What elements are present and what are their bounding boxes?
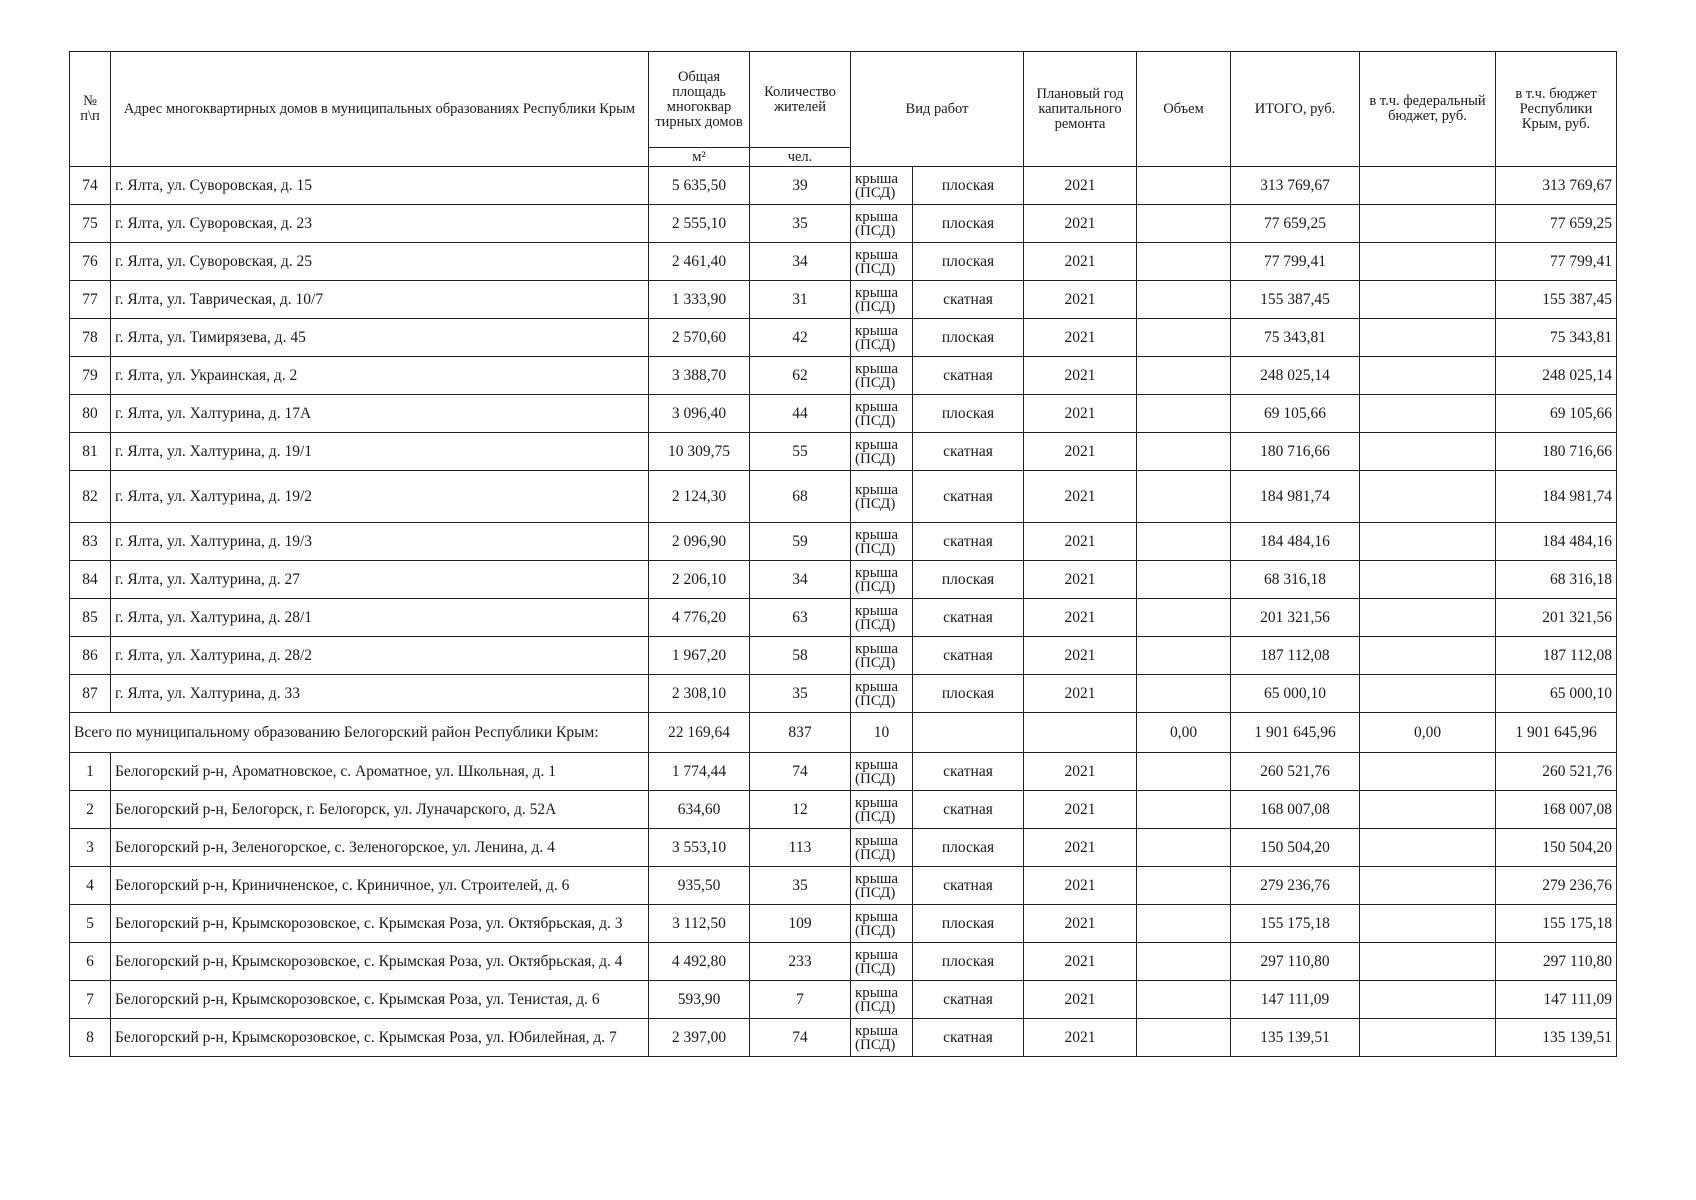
row-republic: 77 659,25 — [1496, 205, 1617, 243]
row-year: 2021 — [1024, 867, 1137, 905]
row-total: 65 000,10 — [1231, 675, 1360, 713]
row-address: г. Ялта, ул. Халтурина, д. 19/2 — [111, 471, 649, 523]
row-roof-type: плоская — [913, 905, 1024, 943]
summary-republic: 1 901 645,96 — [1496, 713, 1617, 753]
row-federal — [1360, 433, 1496, 471]
row-republic: 260 521,76 — [1496, 753, 1617, 791]
summary-roof — [913, 713, 1024, 753]
row-year: 2021 — [1024, 599, 1137, 637]
row-residents: 55 — [750, 433, 851, 471]
row-residents: 74 — [750, 1019, 851, 1057]
row-number: 77 — [70, 281, 111, 319]
row-total: 135 139,51 — [1231, 1019, 1360, 1057]
row-work-type: крыша (ПСД) — [851, 599, 913, 637]
row-volume — [1137, 523, 1231, 561]
row-address: г. Ялта, ул. Халтурина, д. 27 — [111, 561, 649, 599]
row-residents: 68 — [750, 471, 851, 523]
row-residents: 35 — [750, 205, 851, 243]
row-number: 4 — [70, 867, 111, 905]
table-row — [70, 981, 1617, 1019]
row-roof-type: скатная — [913, 753, 1024, 791]
row-area: 3 096,40 — [649, 395, 750, 433]
table-row — [70, 357, 1617, 395]
row-area: 1 333,90 — [649, 281, 750, 319]
table-row — [70, 599, 1617, 637]
row-number: 76 — [70, 243, 111, 281]
table-row — [70, 637, 1617, 675]
row-work-type: крыша (ПСД) — [851, 357, 913, 395]
row-number: 79 — [70, 357, 111, 395]
row-total: 77 659,25 — [1231, 205, 1360, 243]
row-area: 2 397,00 — [649, 1019, 750, 1057]
row-total: 297 110,80 — [1231, 943, 1360, 981]
row-area: 2 570,60 — [649, 319, 750, 357]
row-year: 2021 — [1024, 675, 1137, 713]
row-roof-type: скатная — [913, 599, 1024, 637]
row-area: 935,50 — [649, 867, 750, 905]
header-republic: в т.ч. бюджет Республики Крым, руб. — [1496, 52, 1617, 167]
row-work-type: крыша (ПСД) — [851, 433, 913, 471]
row-roof-type: скатная — [913, 981, 1024, 1019]
row-work-type: крыша (ПСД) — [851, 1019, 913, 1057]
row-republic: 168 007,08 — [1496, 791, 1617, 829]
row-total: 68 316,18 — [1231, 561, 1360, 599]
row-roof-type: скатная — [913, 867, 1024, 905]
row-republic: 248 025,14 — [1496, 357, 1617, 395]
table-row — [70, 561, 1617, 599]
row-year: 2021 — [1024, 205, 1137, 243]
row-number: 3 — [70, 829, 111, 867]
row-volume — [1137, 791, 1231, 829]
row-federal — [1360, 167, 1496, 205]
row-federal — [1360, 243, 1496, 281]
row-total: 184 484,16 — [1231, 523, 1360, 561]
row-roof-type: плоская — [913, 829, 1024, 867]
summary-year — [1024, 713, 1137, 753]
row-area: 1 774,44 — [649, 753, 750, 791]
row-republic: 313 769,67 — [1496, 167, 1617, 205]
row-volume — [1137, 205, 1231, 243]
row-volume — [1137, 357, 1231, 395]
row-volume — [1137, 395, 1231, 433]
row-volume — [1137, 981, 1231, 1019]
row-number: 5 — [70, 905, 111, 943]
row-year: 2021 — [1024, 943, 1137, 981]
row-republic: 155 175,18 — [1496, 905, 1617, 943]
row-volume — [1137, 471, 1231, 523]
row-federal — [1360, 395, 1496, 433]
row-total: 313 769,67 — [1231, 167, 1360, 205]
row-federal — [1360, 599, 1496, 637]
row-federal — [1360, 281, 1496, 319]
row-residents: 58 — [750, 637, 851, 675]
row-total: 248 025,14 — [1231, 357, 1360, 395]
row-number: 84 — [70, 561, 111, 599]
row-federal — [1360, 1019, 1496, 1057]
row-total: 260 521,76 — [1231, 753, 1360, 791]
row-roof-type: скатная — [913, 471, 1024, 523]
row-number: 83 — [70, 523, 111, 561]
row-federal — [1360, 561, 1496, 599]
row-work-type: крыша (ПСД) — [851, 637, 913, 675]
table-row — [70, 829, 1617, 867]
row-area: 2 308,10 — [649, 675, 750, 713]
header-work-type: Вид работ — [851, 52, 1024, 167]
row-number: 81 — [70, 433, 111, 471]
row-residents: 12 — [750, 791, 851, 829]
row-roof-type: плоская — [913, 943, 1024, 981]
row-roof-type: плоская — [913, 675, 1024, 713]
table-row — [70, 433, 1617, 471]
yalta-rows — [70, 167, 1617, 713]
summary-row — [70, 713, 1617, 753]
row-number: 2 — [70, 791, 111, 829]
row-roof-type: плоская — [913, 205, 1024, 243]
row-federal — [1360, 523, 1496, 561]
row-federal — [1360, 471, 1496, 523]
summary-residents: 837 — [750, 713, 851, 753]
row-number: 74 — [70, 167, 111, 205]
row-address: г. Ялта, ул. Халтурина, д. 28/2 — [111, 637, 649, 675]
row-area: 5 635,50 — [649, 167, 750, 205]
row-year: 2021 — [1024, 905, 1137, 943]
row-total: 75 343,81 — [1231, 319, 1360, 357]
header-num: № п\п — [70, 52, 111, 167]
row-federal — [1360, 357, 1496, 395]
summary-area: 22 169,64 — [649, 713, 750, 753]
row-work-type: крыша (ПСД) — [851, 471, 913, 523]
belogorsk-rows — [70, 753, 1617, 1057]
row-year: 2021 — [1024, 471, 1137, 523]
table-row — [70, 471, 1617, 523]
row-address: г. Ялта, ул. Суворовская, д. 25 — [111, 243, 649, 281]
row-work-type: крыша (ПСД) — [851, 167, 913, 205]
row-address: г. Ялта, ул. Халтурина, д. 19/3 — [111, 523, 649, 561]
row-residents: 34 — [750, 561, 851, 599]
row-roof-type: скатная — [913, 433, 1024, 471]
table-row — [70, 905, 1617, 943]
row-residents: 62 — [750, 357, 851, 395]
row-work-type: крыша (ПСД) — [851, 395, 913, 433]
row-republic: 68 316,18 — [1496, 561, 1617, 599]
row-address: г. Ялта, ул. Халтурина, д. 28/1 — [111, 599, 649, 637]
summary-federal: 0,00 — [1360, 713, 1496, 753]
row-address: г. Ялта, ул. Халтурина, д. 33 — [111, 675, 649, 713]
row-area: 2 124,30 — [649, 471, 750, 523]
row-residents: 35 — [750, 675, 851, 713]
summary-count: 10 — [851, 713, 913, 753]
row-volume — [1137, 1019, 1231, 1057]
summary-label: Всего по муниципальному образованию Белогорский район Республики Крым: — [70, 713, 649, 753]
table-row — [70, 1019, 1617, 1057]
row-residents: 39 — [750, 167, 851, 205]
row-work-type: крыша (ПСД) — [851, 675, 913, 713]
row-residents: 7 — [750, 981, 851, 1019]
row-roof-type: скатная — [913, 281, 1024, 319]
row-federal — [1360, 981, 1496, 1019]
table-row — [70, 753, 1617, 791]
row-roof-type: плоская — [913, 319, 1024, 357]
header-volume: Объем — [1137, 52, 1231, 167]
row-year: 2021 — [1024, 523, 1137, 561]
row-total: 77 799,41 — [1231, 243, 1360, 281]
row-area: 4 776,20 — [649, 599, 750, 637]
row-roof-type: скатная — [913, 791, 1024, 829]
row-total: 69 105,66 — [1231, 395, 1360, 433]
row-total: 180 716,66 — [1231, 433, 1360, 471]
row-address: г. Ялта, ул. Суворовская, д. 15 — [111, 167, 649, 205]
row-federal — [1360, 637, 1496, 675]
row-federal — [1360, 319, 1496, 357]
row-number: 87 — [70, 675, 111, 713]
row-work-type: крыша (ПСД) — [851, 981, 913, 1019]
row-volume — [1137, 599, 1231, 637]
row-volume — [1137, 829, 1231, 867]
row-republic: 75 343,81 — [1496, 319, 1617, 357]
row-work-type: крыша (ПСД) — [851, 753, 913, 791]
row-federal — [1360, 675, 1496, 713]
row-year: 2021 — [1024, 829, 1137, 867]
header-area: Общая площадь многоквар тирных домов — [649, 52, 750, 148]
row-republic: 201 321,56 — [1496, 599, 1617, 637]
header-residents: Количество жителей — [750, 52, 851, 148]
row-area: 2 206,10 — [649, 561, 750, 599]
header-year: Плановый год капитального ремонта — [1024, 52, 1137, 167]
row-total: 150 504,20 — [1231, 829, 1360, 867]
row-address: Белогорский р-н, Зеленогорское, с. Зеленогорское, ул. Ленина, д. 4 — [111, 829, 649, 867]
row-residents: 109 — [750, 905, 851, 943]
row-work-type: крыша (ПСД) — [851, 791, 913, 829]
row-work-type: крыша (ПСД) — [851, 867, 913, 905]
row-year: 2021 — [1024, 243, 1137, 281]
table-row — [70, 395, 1617, 433]
row-total: 201 321,56 — [1231, 599, 1360, 637]
row-area: 3 112,50 — [649, 905, 750, 943]
table-row — [70, 675, 1617, 713]
row-year: 2021 — [1024, 281, 1137, 319]
row-number: 6 — [70, 943, 111, 981]
row-year: 2021 — [1024, 395, 1137, 433]
row-volume — [1137, 753, 1231, 791]
summary-total: 1 901 645,96 — [1231, 713, 1360, 753]
row-republic: 187 112,08 — [1496, 637, 1617, 675]
row-republic: 69 105,66 — [1496, 395, 1617, 433]
row-republic: 184 981,74 — [1496, 471, 1617, 523]
row-roof-type: скатная — [913, 523, 1024, 561]
row-volume — [1137, 867, 1231, 905]
row-work-type: крыша (ПСД) — [851, 561, 913, 599]
table-row — [70, 943, 1617, 981]
row-republic: 180 716,66 — [1496, 433, 1617, 471]
row-roof-type: плоская — [913, 243, 1024, 281]
row-roof-type: скатная — [913, 1019, 1024, 1057]
row-republic: 184 484,16 — [1496, 523, 1617, 561]
row-address: Белогорский р-н, Крымскорозовское, с. Крымская Роза, ул. Тенистая, д. 6 — [111, 981, 649, 1019]
row-volume — [1137, 637, 1231, 675]
table-row — [70, 167, 1617, 205]
row-total: 155 175,18 — [1231, 905, 1360, 943]
row-volume — [1137, 561, 1231, 599]
row-area: 634,60 — [649, 791, 750, 829]
row-year: 2021 — [1024, 433, 1137, 471]
row-total: 187 112,08 — [1231, 637, 1360, 675]
row-year: 2021 — [1024, 167, 1137, 205]
row-republic: 150 504,20 — [1496, 829, 1617, 867]
table-row — [70, 205, 1617, 243]
table-row — [70, 319, 1617, 357]
row-number: 85 — [70, 599, 111, 637]
row-republic: 65 000,10 — [1496, 675, 1617, 713]
row-roof-type: скатная — [913, 357, 1024, 395]
row-year: 2021 — [1024, 319, 1137, 357]
row-address: г. Ялта, ул. Халтурина, д. 19/1 — [111, 433, 649, 471]
row-area: 2 461,40 — [649, 243, 750, 281]
row-volume — [1137, 943, 1231, 981]
row-republic: 279 236,76 — [1496, 867, 1617, 905]
row-volume — [1137, 319, 1231, 357]
row-work-type: крыша (ПСД) — [851, 905, 913, 943]
row-residents: 233 — [750, 943, 851, 981]
repair-program-table — [69, 51, 1617, 1057]
row-number: 7 — [70, 981, 111, 1019]
row-address: г. Ялта, ул. Тимирязева, д. 45 — [111, 319, 649, 357]
row-roof-type: скатная — [913, 637, 1024, 675]
row-residents: 35 — [750, 867, 851, 905]
row-address: Белогорский р-н, Белогорск, г. Белогорск, ул. Луначарского, д. 52А — [111, 791, 649, 829]
row-address: Белогорский р-н, Криничненское, с. Криничное, ул. Строителей, д. 6 — [111, 867, 649, 905]
row-federal — [1360, 867, 1496, 905]
row-year: 2021 — [1024, 561, 1137, 599]
row-work-type: крыша (ПСД) — [851, 943, 913, 981]
row-area: 2 096,90 — [649, 523, 750, 561]
row-total: 279 236,76 — [1231, 867, 1360, 905]
row-year: 2021 — [1024, 981, 1137, 1019]
row-residents: 59 — [750, 523, 851, 561]
row-republic: 147 111,09 — [1496, 981, 1617, 1019]
header-residents-unit: чел. — [750, 148, 851, 167]
table-row — [70, 243, 1617, 281]
row-work-type: крыша (ПСД) — [851, 281, 913, 319]
row-volume — [1137, 675, 1231, 713]
row-address: г. Ялта, ул. Халтурина, д. 17А — [111, 395, 649, 433]
row-address: г. Ялта, ул. Таврическая, д. 10/7 — [111, 281, 649, 319]
row-total: 147 111,09 — [1231, 981, 1360, 1019]
row-year: 2021 — [1024, 357, 1137, 395]
row-volume — [1137, 281, 1231, 319]
row-number: 8 — [70, 1019, 111, 1057]
row-number: 82 — [70, 471, 111, 523]
row-volume — [1137, 243, 1231, 281]
row-residents: 74 — [750, 753, 851, 791]
row-number: 78 — [70, 319, 111, 357]
table-row — [70, 523, 1617, 561]
row-residents: 44 — [750, 395, 851, 433]
row-roof-type: плоская — [913, 561, 1024, 599]
row-total: 155 387,45 — [1231, 281, 1360, 319]
row-year: 2021 — [1024, 1019, 1137, 1057]
row-address: г. Ялта, ул. Украинская, д. 2 — [111, 357, 649, 395]
header-area-unit: м² — [649, 148, 750, 167]
row-volume — [1137, 905, 1231, 943]
row-residents: 63 — [750, 599, 851, 637]
row-work-type: крыша (ПСД) — [851, 205, 913, 243]
row-republic: 77 799,41 — [1496, 243, 1617, 281]
row-address: г. Ялта, ул. Суворовская, д. 23 — [111, 205, 649, 243]
row-work-type: крыша (ПСД) — [851, 829, 913, 867]
row-total: 168 007,08 — [1231, 791, 1360, 829]
row-work-type: крыша (ПСД) — [851, 523, 913, 561]
row-address: Белогорский р-н, Крымскорозовское, с. Крымская Роза, ул. Октябрьская, д. 4 — [111, 943, 649, 981]
table-row — [70, 281, 1617, 319]
row-republic: 135 139,51 — [1496, 1019, 1617, 1057]
row-residents: 42 — [750, 319, 851, 357]
row-year: 2021 — [1024, 753, 1137, 791]
row-republic: 155 387,45 — [1496, 281, 1617, 319]
row-work-type: крыша (ПСД) — [851, 319, 913, 357]
row-federal — [1360, 943, 1496, 981]
header-total: ИТОГО, руб. — [1231, 52, 1360, 167]
row-federal — [1360, 829, 1496, 867]
row-number: 80 — [70, 395, 111, 433]
row-volume — [1137, 433, 1231, 471]
row-area: 2 555,10 — [649, 205, 750, 243]
row-address: Белогорский р-н, Крымскорозовское, с. Крымская Роза, ул. Октябрьская, д. 3 — [111, 905, 649, 943]
table-row — [70, 791, 1617, 829]
row-residents: 34 — [750, 243, 851, 281]
row-area: 3 388,70 — [649, 357, 750, 395]
row-volume — [1137, 167, 1231, 205]
row-address: Белогорский р-н, Крымскорозовское, с. Крымская Роза, ул. Юбилейная, д. 7 — [111, 1019, 649, 1057]
row-area: 3 553,10 — [649, 829, 750, 867]
row-residents: 113 — [750, 829, 851, 867]
row-roof-type: плоская — [913, 395, 1024, 433]
row-total: 184 981,74 — [1231, 471, 1360, 523]
row-area: 4 492,80 — [649, 943, 750, 981]
header-federal: в т.ч. федеральный бюджет, руб. — [1360, 52, 1496, 167]
row-federal — [1360, 791, 1496, 829]
row-republic: 297 110,80 — [1496, 943, 1617, 981]
row-year: 2021 — [1024, 637, 1137, 675]
row-work-type: крыша (ПСД) — [851, 243, 913, 281]
row-federal — [1360, 205, 1496, 243]
row-address: Белогорский р-н, Ароматновское, с. Ароматное, ул. Школьная, д. 1 — [111, 753, 649, 791]
table-row — [70, 867, 1617, 905]
row-federal — [1360, 753, 1496, 791]
row-federal — [1360, 905, 1496, 943]
summary-volume: 0,00 — [1137, 713, 1231, 753]
row-area: 1 967,20 — [649, 637, 750, 675]
row-area: 593,90 — [649, 981, 750, 1019]
row-roof-type: плоская — [913, 167, 1024, 205]
row-area: 10 309,75 — [649, 433, 750, 471]
header-address: Адрес многоквартирных домов в муниципальных образованиях Республики Крым — [111, 52, 649, 167]
row-year: 2021 — [1024, 791, 1137, 829]
row-number: 1 — [70, 753, 111, 791]
row-number: 86 — [70, 637, 111, 675]
summary-rows — [70, 713, 1617, 753]
row-number: 75 — [70, 205, 111, 243]
row-residents: 31 — [750, 281, 851, 319]
